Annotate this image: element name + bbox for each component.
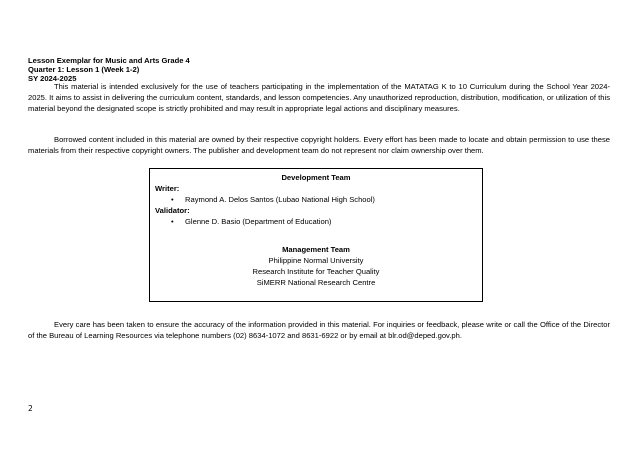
intended-use-paragraph xyxy=(28,81,610,114)
list-item xyxy=(171,194,482,205)
management-member: SiMERR National Research Centre xyxy=(256,278,376,287)
validator-name: Glenne D. Basio (Department of Education) xyxy=(185,217,332,226)
validator-list xyxy=(150,216,482,227)
writer-label: Writer: xyxy=(155,184,180,193)
team-credits-box xyxy=(149,168,483,302)
writer-list xyxy=(150,194,482,205)
header-title: Lesson Exemplar for Music and Arts Grade 4 xyxy=(28,56,190,65)
development-team-title: Development Team xyxy=(281,173,351,182)
bullet-icon: • xyxy=(171,217,174,226)
header-quarter: Quarter 1: Lesson 1 (Week 1-2) xyxy=(28,65,140,74)
management-member: Philippine Normal University xyxy=(268,256,364,265)
inquiries-paragraph xyxy=(28,319,610,341)
borrowed-content-paragraph xyxy=(28,134,610,156)
intended-use-text: This material is intended exclusively for the use of teachers participating in the implementation of the MATATAG K to 10 Curriculum during the School Year 2024-2025. It aims to assist in delivering the curriculum content, standards, and lesson competencies. Any unauthorized reproduction, distribution, modification, or utilization of this material beyond the designated scope is strictly prohibited and may result in appropriate legal actions and disciplinary measures. xyxy=(28,82,610,113)
list-item xyxy=(171,216,482,227)
document-header xyxy=(28,56,190,83)
bullet-icon: • xyxy=(171,195,174,204)
management-member: Research Institute for Teacher Quality xyxy=(252,267,380,276)
management-team-section xyxy=(150,244,482,288)
validator-label: Validator: xyxy=(155,206,190,215)
management-team-title: Management Team xyxy=(282,245,350,254)
borrowed-content-text: Borrowed content included in this material are owned by their respective copyright holders. Every effort has been made to locate and obtain permission to use these materials from their respective copyright owners. The publisher and development team do not represent nor claim ownership over them. xyxy=(28,135,610,155)
writer-name: Raymond A. Delos Santos (Lubao National High School) xyxy=(185,195,375,204)
page-number: 2 xyxy=(28,404,33,413)
inquiries-text: Every care has been taken to ensure the accuracy of the information provided in this material. For inquiries or feedback, please write or call the Office of the Director of the Bureau of Learning Resources via telephone numbers (02) 8634-1072 and 8631-6922 or by email at blr.od@deped.gov.ph. xyxy=(28,320,610,340)
header-school-year: SY 2024-2025 xyxy=(28,74,77,83)
